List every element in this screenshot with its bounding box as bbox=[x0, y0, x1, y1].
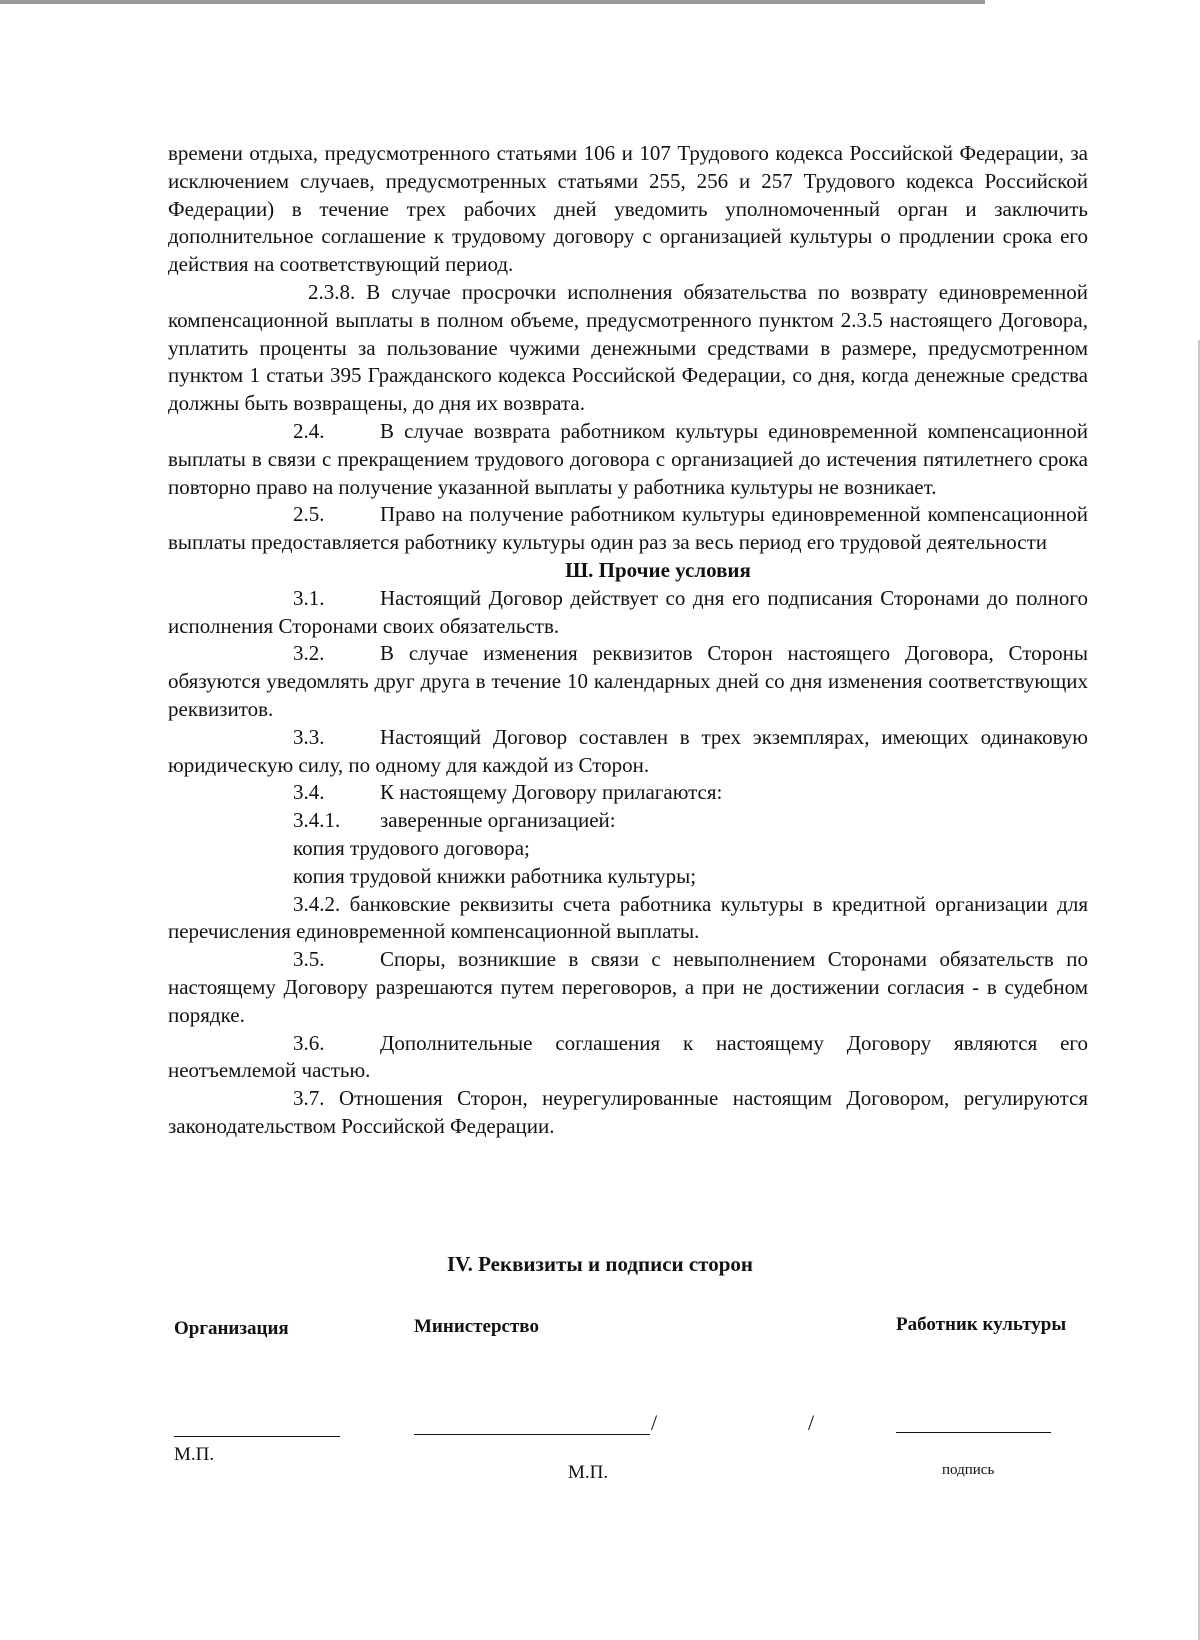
document-body bbox=[168, 140, 1088, 1141]
ministry-signature-line bbox=[414, 1434, 650, 1435]
organization-signature-line bbox=[174, 1436, 340, 1437]
clause-number: 3.3. bbox=[293, 724, 325, 749]
clause-3-1 bbox=[168, 585, 1088, 641]
attachment-item: копия трудового договора; bbox=[293, 835, 530, 860]
clause-2-3-8: 2.3.8. В случае просрочки исполнения обязательства по возврату единовременной компенсационной выплаты в полном объеме, предусмотренного пунктом 2.3.5 настоящего Договора, уплатить проценты за пользование чужими денежными средствами в размере, предусмотренном пунктом 1 статьи 395 Гражданского кодекса Российской Федерации, со дня, когда денежные средства должны быть возвращены, до дня их возврата. bbox=[168, 279, 1088, 416]
clause-3-2 bbox=[168, 640, 1088, 723]
clause-3-4-1 bbox=[168, 807, 1088, 835]
organization-stamp-place: М.П. bbox=[174, 1444, 215, 1465]
ministry-slash: / bbox=[651, 1410, 658, 1435]
signature-caption: подпись bbox=[942, 1462, 995, 1478]
clause-2-5 bbox=[168, 501, 1088, 557]
clause-number: 3.4. bbox=[293, 780, 325, 805]
paragraph-continuation: времени отдыха, предусмотренного статьями 106 и 107 Трудового кодекса Российской Федерации, за исключением случаев, предусмотренных статьями 255, 256 и 257 Трудового кодекса Российской Федерации) в течение трех рабочих дней уведомить уполномоченный орган и заключить дополнительное соглашение к трудовому договору с организацией культуры о продлении срока его действия на соответствующий период. bbox=[168, 141, 1088, 277]
clause-text: Настоящий Договор действует со дня его подписания Сторонами до полного исполнения Сторонами своих обязательств. bbox=[168, 585, 1088, 638]
clause-text: Дополнительные соглашения к настоящему Договору являются его неотъемлемой частью. bbox=[168, 1030, 1088, 1083]
attachment-item: копия трудовой книжки работника культуры; bbox=[293, 863, 697, 888]
clause-3-6 bbox=[168, 1030, 1088, 1086]
worker-slash: / bbox=[808, 1410, 815, 1435]
clause-3-4-2: 3.4.2. банковские реквизиты счета работника культуры в кредитной организации для перечисления единовременной компенсационной выплаты. bbox=[168, 891, 1088, 944]
section-3-title: Ш. Прочие условия bbox=[565, 557, 751, 582]
signatory-worker-label: Работник культуры bbox=[896, 1314, 1067, 1335]
clause-3-5 bbox=[168, 946, 1088, 1029]
clause-number: 3.2. bbox=[293, 641, 325, 666]
clause-3-3 bbox=[168, 724, 1088, 780]
clause-number: 3.6. bbox=[293, 1030, 325, 1055]
ministry-stamp-place: М.П. bbox=[568, 1462, 609, 1483]
worker-signature-line bbox=[896, 1432, 1051, 1433]
signatory-ministry-label: Министерство bbox=[414, 1316, 539, 1337]
clause-text: В случае возврата работником культуры единовременной компенсационной выплаты в связи с прекращением трудового договора с организацией до истечения пятилетнего срока повторно право на получение указанной выплаты у работника культуры не возникает. bbox=[168, 418, 1088, 499]
clause-text: В случае изменения реквизитов Сторон настоящего Договора, Стороны обязуются уведомлять друг друга в течение 10 календарных дней со дня изменения соответствующих реквизитов. bbox=[168, 641, 1088, 721]
clause-number: 2.5. bbox=[293, 502, 325, 527]
clause-3-7: 3.7. Отношения Сторон, неурегулированные настоящим Договором, регулируются законодательством Российской Федерации. bbox=[168, 1086, 1088, 1138]
clause-text: заверенные организацией: bbox=[380, 808, 616, 833]
clause-text: К настоящему Договору прилагаются: bbox=[380, 780, 723, 805]
clause-number: 2.4. bbox=[293, 418, 325, 443]
clause-number: 3.5. bbox=[293, 947, 325, 972]
clause-number: 3.4.1. bbox=[293, 808, 341, 833]
clause-text: Настоящий Договор составлен в трех экземплярах, имеющих одинаковую юридическую силу, по одному для каждой из Сторон. bbox=[168, 724, 1088, 777]
clause-text: Споры, возникшие в связи с невыполнением Сторонами обязательств по настоящему Договору разрешаются путем переговоров, а при не достижении согласия - в судебном порядке. bbox=[168, 947, 1088, 1027]
clause-text: Право на получение работником культуры единовременной компенсационной выплаты предоставляется работнику культуры один раз за весь период его трудовой деятельности bbox=[168, 502, 1088, 555]
clause-number: 3.1. bbox=[293, 585, 325, 610]
clause-3-4 bbox=[168, 779, 1088, 807]
signatory-organization-label: Организация bbox=[174, 1318, 289, 1339]
section-4-title: IV. Реквизиты и подписи сторон bbox=[446, 1252, 754, 1276]
scan-edge-top bbox=[0, 0, 985, 4]
clause-2-4 bbox=[168, 418, 1088, 501]
